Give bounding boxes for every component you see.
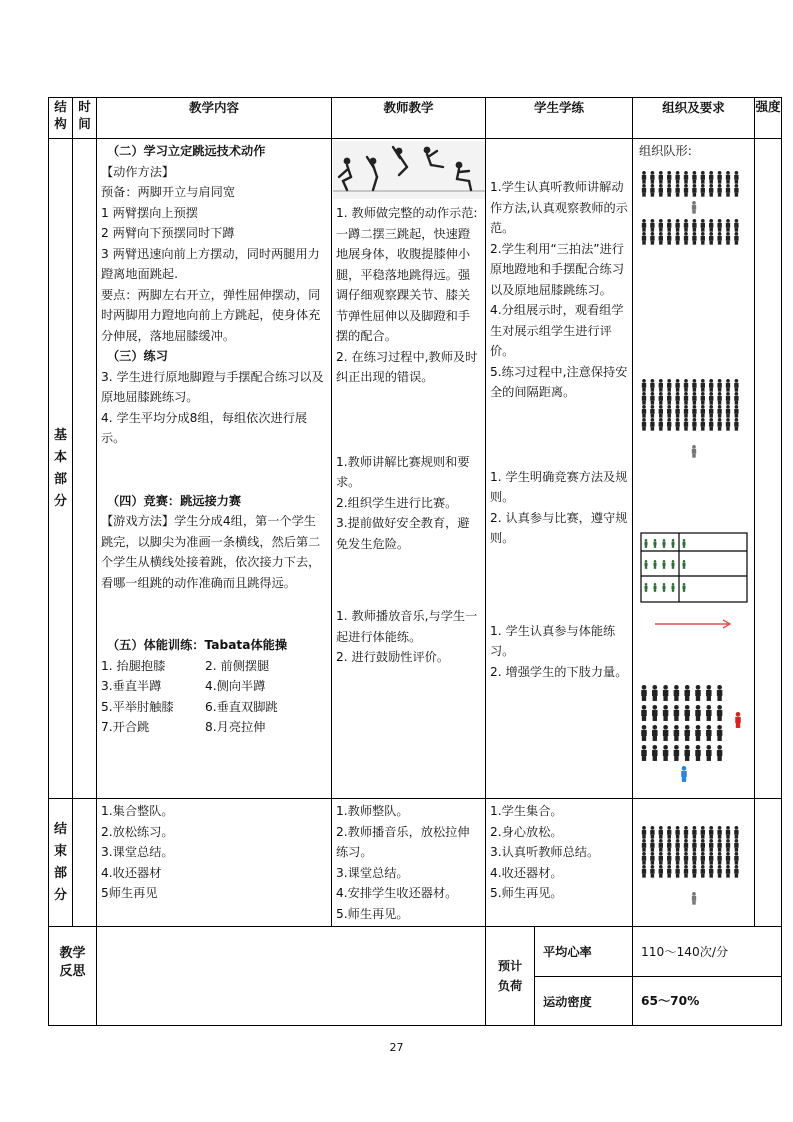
student-figure-icon	[701, 392, 705, 405]
teacher-rule-text: 1.教师讲解比赛规则和要求。	[336, 454, 470, 489]
student-figure-icon	[641, 725, 647, 741]
student-figure-icon	[717, 184, 721, 197]
ending-student-item: 1.学生集合。	[490, 804, 563, 818]
header-time: 时间	[73, 98, 97, 139]
student-figure-icon	[717, 219, 721, 232]
student-figure-icon	[650, 392, 654, 405]
header-org: 组织及要求	[633, 98, 755, 139]
method-line: 1 两臂摆向上预摆	[101, 205, 198, 220]
student-figure-icon	[659, 379, 663, 392]
student-figure-icon	[682, 560, 685, 569]
ending-teacher-cell	[332, 799, 486, 927]
student-figure-icon	[717, 405, 721, 418]
student-figure-icon	[650, 219, 654, 232]
student-figure-icon	[675, 839, 679, 852]
student-figure-icon	[675, 232, 679, 245]
student-figure-icon	[734, 852, 738, 865]
student-figure-icon	[652, 745, 658, 761]
student-figure-icon	[671, 583, 674, 592]
student-figure-icon	[684, 685, 690, 701]
student-figure-icon	[692, 392, 696, 405]
student-figure-icon	[734, 418, 738, 431]
teacher-figure-icon	[681, 766, 687, 782]
ending-teacher-item: 1.教师整队。	[336, 804, 409, 818]
practice-line: 4. 学生平均分成8组，每组依次进行展示。	[101, 410, 308, 445]
student-figure-icon	[659, 405, 663, 418]
formation-block-2	[642, 379, 739, 458]
student-figure-icon	[692, 184, 696, 197]
student-figure-icon	[675, 865, 679, 878]
student-figure-icon	[726, 171, 730, 184]
student-figure-icon	[663, 745, 669, 761]
header-structure: 结构	[49, 98, 73, 139]
ending-student-item: 5.师生再见。	[490, 886, 563, 900]
student-figure-icon	[667, 219, 671, 232]
student-figure-icon	[726, 392, 730, 405]
student-figure-icon	[709, 171, 713, 184]
student-figure-icon	[684, 405, 688, 418]
ending-teacher-item: 2.教师播音乐，放松拉伸练习。	[336, 824, 470, 859]
student-figure-icon	[659, 219, 663, 232]
ending-content-item: 4.收还器材	[101, 865, 162, 880]
student-figure-icon	[682, 539, 685, 548]
student-figure-icon	[726, 405, 730, 418]
student-figure-icon	[644, 583, 647, 592]
reflection-content	[97, 927, 486, 1026]
student-practice-text: 2.学生利用“三拍法”进行原地蹬地和手摆配合练习以及原地屈膝跳练习。	[490, 241, 625, 297]
student-figure-icon	[659, 839, 663, 852]
student-figure-icon	[701, 405, 705, 418]
section-2-title: （二）学习立定跳远技术动作	[107, 144, 266, 158]
teacher-safety-text: 3.提前做好安全教育，避免发生危险。	[336, 516, 470, 551]
student-figure-icon	[674, 745, 680, 761]
student-figure-icon	[671, 560, 674, 569]
student-figure-icon	[709, 232, 713, 245]
tabata-row: 7.开合跳 8.月亮拉伸	[101, 720, 266, 734]
student-compete-text: 2. 认真参与比赛，遵守规则。	[490, 510, 628, 545]
student-figure-icon	[642, 219, 646, 232]
student-figure-icon	[695, 705, 701, 721]
student-figure-icon	[701, 852, 705, 865]
student-rules-text: 1. 学生明确竞赛方法及规则。	[490, 469, 628, 504]
student-figure-icon	[684, 219, 688, 232]
student-figure-icon	[717, 852, 721, 865]
header-content: 教学内容	[97, 98, 332, 139]
ending-content-item: 5师生再见	[101, 886, 158, 900]
student-figure-icon	[659, 865, 663, 878]
ending-student-item: 2.身心放松。	[490, 824, 563, 839]
student-figure-icon	[709, 826, 713, 839]
student-figure-icon	[662, 539, 665, 548]
long-jump-demo-illustration	[333, 141, 485, 199]
student-figure-icon	[709, 839, 713, 852]
basic-org-cell	[633, 139, 755, 799]
student-listen-text: 1.学生认真听教师讲解动作方法,认真观察教师的示范。	[490, 180, 628, 235]
student-figure-icon	[641, 745, 647, 761]
student-figure-icon	[726, 852, 730, 865]
student-figure-icon	[734, 232, 738, 245]
student-figure-icon	[667, 184, 671, 197]
student-figure-icon	[734, 219, 738, 232]
student-figure-icon	[692, 379, 696, 392]
tabata-row: 3.垂直半蹲 4.侧向半蹲	[101, 679, 266, 693]
student-figure-icon	[667, 405, 671, 418]
load-cell	[486, 927, 633, 1026]
ending-student-cell	[486, 799, 633, 927]
student-figure-icon	[726, 839, 730, 852]
student-figure-icon	[642, 839, 646, 852]
student-figure-icon	[692, 405, 696, 418]
ending-teacher-item: 3.课堂总结。	[336, 865, 409, 880]
student-figure-icon	[652, 725, 658, 741]
student-figure-icon	[650, 232, 654, 245]
student-figure-icon	[726, 379, 730, 392]
key-points: 要点：两脚左右开立，弹性屈伸摆动，同时两脚用力蹬地向前上方跳起，使身体充分伸展，落地屈膝缓冲。	[101, 287, 321, 343]
student-figure-icon	[709, 379, 713, 392]
density-value: 65～70%	[633, 976, 782, 1026]
student-figure-icon	[695, 725, 701, 741]
student-figure-icon	[701, 418, 705, 431]
student-figure-icon	[642, 418, 646, 431]
teacher-music-text: 1. 教师播放音乐,与学生一起进行体能练。	[336, 609, 478, 644]
student-figure-icon	[717, 232, 721, 245]
student-figure-icon	[662, 583, 665, 592]
student-figure-icon	[684, 725, 690, 741]
ending-section-row	[49, 799, 782, 927]
teacher-praise-text: 2. 进行鼓励性评价。	[336, 650, 450, 664]
student-figure-icon	[709, 184, 713, 197]
student-figure-icon	[701, 865, 705, 878]
student-figure-icon	[692, 839, 696, 852]
student-figure-icon	[641, 685, 647, 701]
student-figure-icon	[675, 826, 679, 839]
student-figure-icon	[659, 852, 663, 865]
teacher-figure-icon	[692, 892, 696, 905]
ending-content-item: 2.放松练习。	[101, 824, 174, 839]
student-figure-icon	[701, 839, 705, 852]
student-figure-icon	[717, 685, 723, 701]
lesson-plan-table	[48, 97, 782, 1026]
student-figure-icon	[674, 705, 680, 721]
student-figure-icon	[675, 852, 679, 865]
teacher-correct-text: 2. 在练习过程中,教师及时纠正出现的错误。	[336, 349, 478, 384]
student-figure-icon	[717, 171, 721, 184]
student-figure-icon	[726, 826, 730, 839]
student-figure-icon	[659, 232, 663, 245]
student-figure-icon	[734, 379, 738, 392]
student-figure-icon	[642, 865, 646, 878]
student-figure-icon	[717, 839, 721, 852]
heart-rate-label: 平均心率	[535, 927, 632, 977]
basic-section-label: 基本部分	[49, 139, 73, 799]
student-figure-icon	[684, 184, 688, 197]
student-figure-icon	[684, 379, 688, 392]
student-figure-icon	[663, 685, 669, 701]
student-figure-icon	[684, 232, 688, 245]
student-figure-icon	[726, 865, 730, 878]
student-figure-icon	[667, 839, 671, 852]
header-teacher: 教师教学	[332, 98, 486, 139]
tabata-row: 1. 抬腿抱膝 2. 前侧摆腿	[101, 658, 270, 673]
student-figure-icon	[701, 232, 705, 245]
student-figure-icon	[663, 725, 669, 741]
ending-teacher-item: 5.师生再见。	[336, 906, 409, 921]
student-figure-icon	[692, 418, 696, 431]
student-figure-icon	[675, 379, 679, 392]
student-figure-icon	[734, 405, 738, 418]
fitness-formation	[641, 685, 741, 782]
student-figure-icon	[653, 560, 656, 569]
student-figure-icon	[695, 745, 701, 761]
ending-teacher-item: 4.安排学生收还器材。	[336, 886, 458, 900]
basic-time-cell	[73, 139, 97, 799]
student-figure-icon	[726, 232, 730, 245]
student-figure-icon	[667, 852, 671, 865]
student-figure-icon	[650, 826, 654, 839]
student-figure-icon	[662, 560, 665, 569]
student-figure-icon	[653, 583, 656, 592]
student-figure-icon	[717, 725, 723, 741]
page-number: 27	[389, 1041, 404, 1054]
student-figure-icon	[675, 392, 679, 405]
right-arrow-icon	[655, 620, 730, 628]
student-figure-icon	[642, 171, 646, 184]
student-figure-icon	[652, 685, 658, 701]
student-figure-icon	[717, 705, 723, 721]
student-figure-icon	[701, 171, 705, 184]
reflection-row-1	[49, 927, 782, 977]
student-figure-icon	[692, 219, 696, 232]
student-figure-icon	[717, 826, 721, 839]
student-figure-icon	[663, 705, 669, 721]
student-figure-icon	[734, 839, 738, 852]
basic-student-cell	[486, 139, 633, 799]
student-figure-icon	[675, 418, 679, 431]
method-line: 预备：两脚开立与肩同宽	[101, 185, 236, 199]
student-figure-icon	[734, 865, 738, 878]
basic-section-row	[49, 139, 782, 799]
student-figure-icon	[641, 705, 647, 721]
student-figure-icon	[734, 826, 738, 839]
student-figure-icon	[692, 865, 696, 878]
student-figure-icon	[659, 392, 663, 405]
student-figure-icon	[692, 852, 696, 865]
student-figure-icon	[667, 418, 671, 431]
section-4-title: （四）竞赛：跳远接力赛	[107, 493, 242, 508]
student-figure-icon	[684, 418, 688, 431]
student-figure-icon	[726, 418, 730, 431]
student-figure-icon	[684, 171, 688, 184]
relay-lanes-diagram	[641, 533, 747, 628]
student-figure-icon	[734, 171, 738, 184]
student-figure-icon	[692, 171, 696, 184]
formation-diagrams	[633, 165, 783, 795]
student-figure-icon	[709, 392, 713, 405]
method-line: 3 两臂迅速向前上方摆动，同时两腿用力蹬离地面跳起.	[101, 246, 320, 281]
student-figure-icon	[684, 392, 688, 405]
student-figure-icon	[642, 826, 646, 839]
ending-content-item: 3.课堂总结。	[101, 845, 174, 859]
tabata-row: 5.平举肘触膝 6.垂直双脚跳	[101, 699, 278, 714]
student-figure-icon	[650, 839, 654, 852]
student-figure-icon	[675, 405, 679, 418]
student-figure-icon	[701, 826, 705, 839]
density-label: 运动密度	[543, 994, 592, 1009]
student-figure-icon	[667, 865, 671, 878]
basic-content-cell	[97, 139, 332, 799]
load-label: 预计负荷	[486, 927, 535, 1025]
student-figure-icon	[667, 379, 671, 392]
method-line: 2 两臂向下预摆同时下蹲	[101, 226, 235, 240]
student-figure-icon	[674, 725, 680, 741]
student-figure-icon	[653, 539, 656, 548]
student-figure-icon	[709, 405, 713, 418]
student-figure-icon	[684, 865, 688, 878]
ending-org-cell	[633, 799, 755, 927]
student-figure-icon	[706, 725, 712, 741]
student-figure-icon	[674, 685, 680, 701]
student-figure-icon	[650, 405, 654, 418]
game-method: 【游戏方法】学生分成4组，第一个学生跳完，以脚尖为准画一条横线，然后第二个学生从横线处接着跳，依次接力下去，看哪一组跳的动作准确而且跳得远。	[101, 514, 321, 590]
student-figure-icon	[659, 184, 663, 197]
student-figure-icon	[642, 852, 646, 865]
student-figure-icon	[717, 392, 721, 405]
student-fitness-text: 1. 学生认真参与体能练习。	[490, 623, 616, 658]
student-figure-icon	[650, 184, 654, 197]
teacher-figure-icon	[692, 445, 696, 458]
header-student: 学生学练	[486, 98, 633, 139]
student-figure-icon	[642, 392, 646, 405]
student-figure-icon	[701, 184, 705, 197]
student-figure-icon	[706, 705, 712, 721]
ending-content-cell	[97, 799, 332, 927]
student-figure-icon	[644, 539, 647, 548]
header-row	[49, 98, 782, 139]
section-5-title: （五）体能训练：Tabata体能操	[107, 638, 288, 652]
student-figure-icon	[734, 184, 738, 197]
student-strength-text: 2. 增强学生的下肢力量。	[490, 664, 628, 679]
student-figure-icon	[709, 852, 713, 865]
ending-formation	[633, 799, 753, 925]
student-evaluate-text: 4.分组展示时，观看组学生对展示组学生进行评价。	[490, 303, 624, 358]
student-figure-icon	[650, 852, 654, 865]
student-figure-icon	[726, 184, 730, 197]
student-figure-icon	[684, 852, 688, 865]
student-figure-icon	[650, 418, 654, 431]
reflection-label: 教学反思	[49, 927, 97, 1026]
student-figure-icon	[684, 705, 690, 721]
ending-intensity-cell	[755, 799, 782, 927]
teacher-organize-text: 2.组织学生进行比赛。	[336, 495, 458, 510]
student-figure-icon	[692, 232, 696, 245]
leader-figure-icon	[735, 712, 741, 728]
relay-lanes-box	[641, 533, 747, 602]
student-figure-icon	[684, 826, 688, 839]
student-figure-icon	[671, 539, 674, 548]
student-figure-icon	[642, 232, 646, 245]
student-figure-icon	[675, 171, 679, 184]
ending-content-item: 1.集合整队。	[101, 804, 174, 818]
student-figure-icon	[706, 685, 712, 701]
student-figure-icon	[659, 171, 663, 184]
student-figure-icon	[701, 379, 705, 392]
student-figure-icon	[706, 745, 712, 761]
student-figure-icon	[692, 826, 696, 839]
student-figure-icon	[650, 865, 654, 878]
student-figure-icon	[717, 379, 721, 392]
student-figure-icon	[659, 826, 663, 839]
student-figure-icon	[675, 184, 679, 197]
student-figure-icon	[650, 379, 654, 392]
student-figure-icon	[695, 685, 701, 701]
teacher-figure-icon	[692, 201, 696, 214]
student-figure-icon	[642, 379, 646, 392]
student-figure-icon	[650, 171, 654, 184]
ending-time-cell	[73, 799, 97, 927]
student-figure-icon	[709, 865, 713, 878]
student-figure-icon	[709, 418, 713, 431]
formation-title: 组织队形:	[639, 144, 692, 158]
heart-rate-value: 110～140次/分	[633, 927, 782, 977]
student-figure-icon	[642, 405, 646, 418]
section-3-title: （三）练习	[107, 349, 168, 363]
student-figure-icon	[734, 392, 738, 405]
student-figure-icon	[642, 184, 646, 197]
ending-student-item: 4.收还器材。	[490, 865, 563, 880]
student-figure-icon	[709, 219, 713, 232]
practice-line: 3. 学生进行原地脚蹬与手摆配合练习以及原地屈膝跳练习。	[101, 369, 324, 404]
student-figure-icon	[667, 171, 671, 184]
student-figure-icon	[717, 418, 721, 431]
basic-teacher-cell	[332, 139, 486, 799]
teacher-demo-text: 1. 教师做完整的动作示范:一蹲二摆三跳起，快速蹬地展身体，收腹提膝伸小腿，平稳落地跳得远。强调仔细观察踝关节、膝关节弹性屈伸以及脚蹬和手摆的配合。	[336, 206, 478, 343]
student-figure-icon	[726, 219, 730, 232]
header-intensity: 强度	[755, 98, 782, 139]
ending-student-item: 3.认真听教师总结。	[490, 845, 600, 859]
student-figure-icon	[644, 560, 647, 569]
student-figure-icon	[667, 826, 671, 839]
student-figure-icon	[684, 839, 688, 852]
formation-block-1	[642, 171, 739, 245]
student-figure-icon	[659, 418, 663, 431]
student-figure-icon	[717, 865, 721, 878]
student-figure-icon	[717, 745, 723, 761]
student-figure-icon	[684, 745, 690, 761]
student-figure-icon	[682, 583, 685, 592]
student-figure-icon	[667, 232, 671, 245]
student-safety-text: 5.练习过程中,注意保持安全的间隔距离。	[490, 364, 628, 399]
student-figure-icon	[675, 219, 679, 232]
student-figure-icon	[652, 705, 658, 721]
student-figure-icon	[667, 392, 671, 405]
student-figure-icon	[701, 219, 705, 232]
method-label: 【动作方法】	[101, 164, 175, 179]
ending-section-label: 结束部分	[49, 799, 73, 927]
